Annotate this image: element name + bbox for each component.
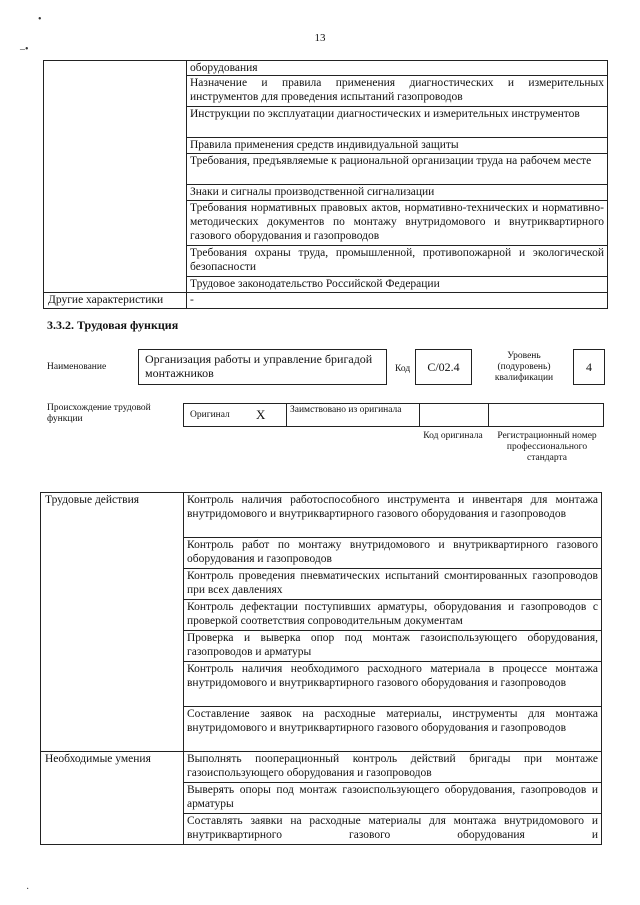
skill-cell: Выполнять пооперационный контроль действий бригады при монтаже газоиспользующего оборудования и газопроводов xyxy=(184,752,602,783)
reg-number-cell xyxy=(488,404,603,426)
table-row xyxy=(41,752,602,783)
table-row xyxy=(44,61,608,76)
reg-number-caption: Регистрационный номер профессионального стандарта xyxy=(497,431,597,463)
requirement-cell: Требования нормативных правовых актов, нормативно-технических и нормативно-методических документов по монтажу внутридомового и внутриквартирного газового оборудования и газопроводов xyxy=(187,201,608,246)
other-characteristics-value: - xyxy=(187,293,608,309)
original-cell xyxy=(184,404,287,426)
skill-cell: Выверять опоры под монтаж газоиспользующего оборудования, газопроводов и арматуры xyxy=(184,783,602,814)
action-cell: Контроль работ по монтажу внутридомового и внутриквартирного газового оборудования и газопроводов xyxy=(184,538,602,569)
origin-code-caption: Код оригинала xyxy=(423,431,483,441)
section-heading: 3.3.2. Трудовая функция xyxy=(47,318,179,332)
requirement-cell: Инструкции по эксплуатации диагностических и измерительных инструментов xyxy=(187,107,608,138)
requirement-cell: оборудования xyxy=(187,61,608,76)
requirement-cell: Требования, предъявляемые к рациональной организации труда на рабочем месте xyxy=(187,154,608,185)
page-number: 13 xyxy=(314,32,326,44)
skills-label: Необходимые умения xyxy=(41,752,184,845)
action-cell: Составление заявок на расходные материалы, инструменты для монтажа внутридомового и внутриквартирного газового оборудования и газопроводов xyxy=(184,707,602,752)
origin-box xyxy=(183,403,604,427)
level-label: Уровень (подуровень) квалификации xyxy=(494,351,554,383)
margin-mark: • xyxy=(38,14,42,25)
action-cell: Контроль наличия работоспособного инструмента и инвентаря для монтажа внутридомового и внутриквартирного газового оборудования и газопроводов xyxy=(184,493,602,538)
action-cell: Контроль наличия необходимого расходного материала в процессе монтажа внутридомового и внутриквартирного газового оборудования и газопроводов xyxy=(184,662,602,707)
origin-label: Происхождение трудовой функции xyxy=(47,403,151,424)
original-mark: X xyxy=(256,407,266,422)
name-label: Наименование xyxy=(47,362,107,372)
skill-cell: Составлять заявки на расходные материалы для монтажа внутридомового и внутриквартирного газового оборудования и xyxy=(184,814,602,845)
knowledge-table xyxy=(43,60,608,309)
requirement-cell: Знаки и сигналы производственной сигнализации xyxy=(187,185,608,201)
table-row xyxy=(41,493,602,538)
original-label: Оригинал xyxy=(190,410,230,420)
function-code-box: C/02.4 xyxy=(415,349,472,385)
margin-mark: –• xyxy=(20,44,29,55)
actions-table xyxy=(40,492,602,845)
other-characteristics-label: Другие характеристики xyxy=(44,293,187,309)
action-cell: Проверка и выверка опор под монтаж газоиспользующего оборудования, газопроводов и арматуры xyxy=(184,631,602,662)
action-cell: Контроль дефектации поступивших арматуры, оборудования и газопроводов с проверкой соответствия сопроводительным документам xyxy=(184,600,602,631)
table-row xyxy=(44,293,608,309)
requirement-cell: Правила применения средств индивидуальной защиты xyxy=(187,138,608,154)
margin-mark: · xyxy=(26,884,30,895)
requirement-cell: Требования охраны труда, промышленной, противопожарной и экологической безопасности xyxy=(187,246,608,277)
borrowed-label: Заимствовано из оригинала xyxy=(290,405,402,415)
code-label: Код xyxy=(395,364,411,374)
level-box: 4 xyxy=(573,349,605,385)
actions-label: Трудовые действия xyxy=(41,493,184,752)
function-name-box: Организация работы и управление бригадой монтажников xyxy=(138,349,387,385)
origin-code-cell xyxy=(419,404,489,426)
requirement-cell: Трудовое законодательство Российской Федерации xyxy=(187,277,608,293)
action-cell: Контроль проведения пневматических испытаний смонтированных газопроводов при всех давлениях xyxy=(184,569,602,600)
requirement-cell: Назначение и правила применения диагностических и измерительных инструментов для проведения испытаний газопроводов xyxy=(187,76,608,107)
borrowed-cell xyxy=(286,404,420,426)
empty-label-cell xyxy=(44,61,187,293)
